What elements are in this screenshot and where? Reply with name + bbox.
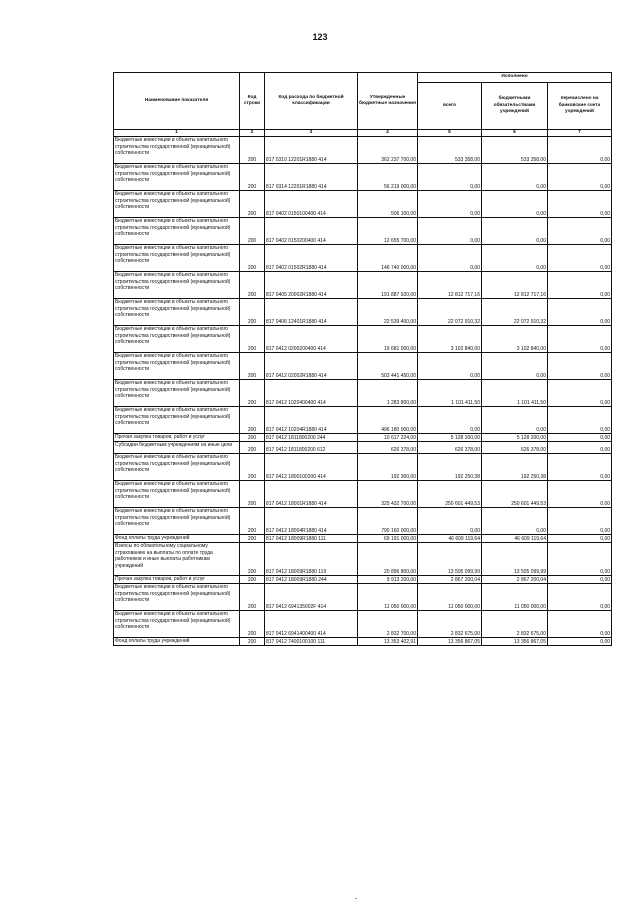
row-line-code: 200 — [240, 508, 265, 535]
row-line-code: 200 — [240, 407, 265, 434]
row-total: 12 812 717,16 — [418, 272, 482, 299]
row-classification: 817 0412 6941400400 414 — [265, 611, 358, 638]
row-transferred: 0,00 — [548, 638, 612, 646]
row-budget-institutions: 0,00 — [482, 164, 548, 191]
table-row — [114, 218, 612, 245]
row-budget-institutions: 11 050 000,00 — [482, 584, 548, 611]
row-transferred: 0,00 — [548, 272, 612, 299]
row-transferred: 0,00 — [548, 481, 612, 508]
row-transferred: 0,00 — [548, 218, 612, 245]
row-name: Бюджетные инвестиции в объекты капитального строительства государственной (муниципальной) собственности — [114, 299, 240, 326]
row-name: Бюджетные инвестиции в объекты капитального строительства государственной (муниципальной) собственности — [114, 164, 240, 191]
row-line-code: 200 — [240, 543, 265, 576]
row-approved: 12 655 700,00 — [358, 218, 418, 245]
row-line-code: 200 — [240, 481, 265, 508]
row-classification: 817 0412 18001R1880 414 — [265, 481, 358, 508]
row-budget-institutions: 0,00 — [482, 191, 548, 218]
table-body — [114, 137, 612, 646]
row-approved: 626 378,00 — [358, 442, 418, 454]
row-transferred: 0,00 — [548, 508, 612, 535]
row-transferred: 0,00 — [548, 353, 612, 380]
row-total: 13 356 867,05 — [418, 638, 482, 646]
row-transferred: 0,00 — [548, 299, 612, 326]
row-approved: 496 180 000,00 — [358, 407, 418, 434]
row-budget-institutions: 13 356 867,05 — [482, 638, 548, 646]
row-classification: 817 0412 18009R1880 244 — [265, 576, 358, 584]
row-classification: 817 0412 10204R1880 414 — [265, 407, 358, 434]
row-budget-institutions: 0,00 — [482, 508, 548, 535]
header-approved: Утвержденные бюджетные назначения — [358, 73, 418, 130]
row-classification: 817 0412 02002R1880 414 — [265, 353, 358, 380]
row-budget-institutions: 5 128 200,00 — [482, 434, 548, 442]
row-classification: 817 0412 18009R1880 119 — [265, 543, 358, 576]
row-approved: 362 237 700,00 — [358, 137, 418, 164]
table-row — [114, 508, 612, 535]
row-line-code: 200 — [240, 191, 265, 218]
row-classification: 817 0412 1800100200 414 — [265, 454, 358, 481]
row-budget-institutions: 1 101 411,50 — [482, 380, 548, 407]
row-name: Бюджетные инвестиции в объекты капитального строительства государственной (муниципальной) собственности — [114, 218, 240, 245]
table-row — [114, 272, 612, 299]
row-line-code: 200 — [240, 535, 265, 543]
row-classification: 817 0412 1020400400 414 — [265, 380, 358, 407]
row-transferred: 0,00 — [548, 380, 612, 407]
row-name: Бюджетные инвестиции в объекты капитального строительства государственной (муниципальной) собственности — [114, 481, 240, 508]
row-total: 0,00 — [418, 353, 482, 380]
table-row — [114, 584, 612, 611]
row-transferred: 0,00 — [548, 164, 612, 191]
table-row — [114, 535, 612, 543]
row-line-code: 200 — [240, 454, 265, 481]
row-budget-institutions: 192 250,38 — [482, 454, 548, 481]
row-approved: 56 219 000,00 — [358, 164, 418, 191]
table-row — [114, 442, 612, 454]
row-name: Фонд оплаты труда учреждений — [114, 535, 240, 543]
row-transferred: 0,00 — [548, 434, 612, 442]
table-row — [114, 299, 612, 326]
row-budget-institutions: 46 609 119,64 — [482, 535, 548, 543]
row-approved: 790 160 000,00 — [358, 508, 418, 535]
header-transferred: перечислено на банковские счета учреждений — [548, 83, 612, 130]
row-name: Прочая закупка товаров, работ и услуг — [114, 576, 240, 584]
row-approved: 20 896 800,00 — [358, 543, 418, 576]
row-classification: 817 0406 12401R1880 414 — [265, 299, 358, 326]
row-approved: 325 432 700,00 — [358, 481, 418, 508]
row-classification: 817 0314 12201R1880 414 — [265, 164, 358, 191]
row-transferred: 0,00 — [548, 407, 612, 434]
row-total: 13 505 099,99 — [418, 543, 482, 576]
row-budget-institutions: 626 378,00 — [482, 442, 548, 454]
row-line-code: 200 — [240, 272, 265, 299]
row-name: Бюджетные инвестиции в объекты капитального строительства государственной (муниципальной) собственности — [114, 245, 240, 272]
row-line-code: 200 — [240, 164, 265, 191]
row-classification: 817 0402 0150100400 414 — [265, 191, 358, 218]
row-total: 0,00 — [418, 164, 482, 191]
row-approved: 22 539 400,00 — [358, 299, 418, 326]
row-name: Бюджетные инвестиции в объекты капитального строительства государственной (муниципальной) собственности — [114, 353, 240, 380]
row-name: Субсидии бюджетным учреждениям на иные цели — [114, 442, 240, 454]
row-budget-institutions: 0,00 — [482, 353, 548, 380]
row-classification: 817 0402 01502R1880 414 — [265, 245, 358, 272]
row-transferred: 0,00 — [548, 326, 612, 353]
column-number: 6 — [482, 130, 548, 137]
table-row — [114, 380, 612, 407]
row-classification: 817 0412 1811800200 612 — [265, 442, 358, 454]
row-transferred: 0,00 — [548, 584, 612, 611]
row-approved: 192 300,00 — [358, 454, 418, 481]
row-transferred: 0,00 — [548, 191, 612, 218]
row-line-code: 200 — [240, 638, 265, 646]
row-name: Прочая закупка товаров, работ и услуг — [114, 434, 240, 442]
table-row — [114, 245, 612, 272]
row-classification: 817 0412 18004R1880 414 — [265, 508, 358, 535]
table-row — [114, 137, 612, 164]
row-name: Бюджетные инвестиции в объекты капитального строительства государственной (муниципальной) собственности — [114, 326, 240, 353]
row-budget-institutions: 12 812 717,16 — [482, 272, 548, 299]
row-total: 0,00 — [418, 508, 482, 535]
row-line-code: 200 — [240, 245, 265, 272]
row-approved: 13 353 402,91 — [358, 638, 418, 646]
row-line-code: 200 — [240, 380, 265, 407]
column-number: 5 — [418, 130, 482, 137]
header-budget-institutions: бюджетными обязательствами учреждений — [482, 83, 548, 130]
row-total: 1 101 411,50 — [418, 380, 482, 407]
row-budget-institutions: 0,00 — [482, 218, 548, 245]
row-total: 533 358,00 — [418, 137, 482, 164]
expense-table — [113, 72, 612, 646]
table-row — [114, 326, 612, 353]
row-line-code: 200 — [240, 299, 265, 326]
row-transferred: 0,00 — [548, 442, 612, 454]
table-row — [114, 611, 612, 638]
row-classification: 817 0402 0150200400 414 — [265, 218, 358, 245]
header-line-code: Код строки — [240, 73, 265, 130]
table-row — [114, 353, 612, 380]
row-total: 0,00 — [418, 218, 482, 245]
row-classification: 817 0412 0200200400 414 — [265, 326, 358, 353]
row-total: 11 050 000,00 — [418, 584, 482, 611]
scan-mark — [355, 898, 357, 899]
row-approved: 11 050 000,00 — [358, 584, 418, 611]
row-approved: 9 913 200,00 — [358, 576, 418, 584]
table-row — [114, 164, 612, 191]
row-line-code: 200 — [240, 611, 265, 638]
column-number: 4 — [358, 130, 418, 137]
row-budget-institutions: 250 601 449,53 — [482, 481, 548, 508]
table-row — [114, 407, 612, 434]
row-approved: 2 832 700,00 — [358, 611, 418, 638]
row-transferred: 0,00 — [548, 137, 612, 164]
row-approved: 506 100,00 — [358, 191, 418, 218]
row-transferred: 0,00 — [548, 576, 612, 584]
row-budget-institutions: 2 867 200,04 — [482, 576, 548, 584]
row-total: 0,00 — [418, 245, 482, 272]
row-classification: 817 0412 7400100100 111 — [265, 638, 358, 646]
row-line-code: 200 — [240, 218, 265, 245]
row-approved: 146 740 000,00 — [358, 245, 418, 272]
row-name: Фонд оплаты труда учреждений — [114, 638, 240, 646]
row-name: Бюджетные инвестиции в объекты капитального строительства государственной (муниципальной) собственности — [114, 454, 240, 481]
row-total: 2 832 675,00 — [418, 611, 482, 638]
row-total: 250 601 449,53 — [418, 481, 482, 508]
column-number: 7 — [548, 130, 612, 137]
row-name: Бюджетные инвестиции в объекты капитального строительства государственной (муниципальной) собственности — [114, 272, 240, 299]
table-row — [114, 481, 612, 508]
row-total: 192 250,38 — [418, 454, 482, 481]
row-line-code: 200 — [240, 434, 265, 442]
row-line-code: 200 — [240, 353, 265, 380]
row-transferred: 0,00 — [548, 245, 612, 272]
row-name: Бюджетные инвестиции в объекты капитального строительства государственной (муниципальной) собственности — [114, 584, 240, 611]
row-name: Взносы по обязательному социальному страхованию на выплаты по оплате труда работников и иные выплаты работникам учреждений — [114, 543, 240, 576]
header-classification: Код расхода по бюджетной классификации — [265, 73, 358, 130]
row-total: 46 609 119,64 — [418, 535, 482, 543]
row-transferred: 0,00 — [548, 543, 612, 576]
table-row — [114, 543, 612, 576]
row-transferred: 0,00 — [548, 454, 612, 481]
row-approved: 191 887 920,00 — [358, 272, 418, 299]
row-line-code: 200 — [240, 137, 265, 164]
row-name: Бюджетные инвестиции в объекты капитального строительства государственной (муниципальной) собственности — [114, 407, 240, 434]
row-line-code: 200 — [240, 576, 265, 584]
header-name: Наименование показателя — [114, 73, 240, 130]
row-approved: 1 283 800,00 — [358, 380, 418, 407]
row-total: 626 378,00 — [418, 442, 482, 454]
row-total: 0,00 — [418, 407, 482, 434]
row-line-code: 200 — [240, 442, 265, 454]
row-classification: 817 0412 1811800200 244 — [265, 434, 358, 442]
row-classification: 817 0412 18009R1880 111 — [265, 535, 358, 543]
row-approved: 19 681 000,00 — [358, 326, 418, 353]
column-number: 2 — [240, 130, 265, 137]
row-approved: 10 617 224,00 — [358, 434, 418, 442]
row-classification: 817 0310 12201R1880 414 — [265, 137, 358, 164]
row-name: Бюджетные инвестиции в объекты капитального строительства государственной (муниципальной) собственности — [114, 611, 240, 638]
row-budget-institutions: 13 505 099,99 — [482, 543, 548, 576]
page-number: 123 — [312, 32, 328, 42]
header-execution: Исполнено — [418, 73, 612, 83]
row-name: Бюджетные инвестиции в объекты капитального строительства государственной (муниципальной) собственности — [114, 508, 240, 535]
row-total: 22 072 910,32 — [418, 299, 482, 326]
row-budget-institutions: 533 358,00 — [482, 137, 548, 164]
row-budget-institutions: 3 102 840,00 — [482, 326, 548, 353]
row-transferred: 0,00 — [548, 611, 612, 638]
row-budget-institutions: 0,00 — [482, 407, 548, 434]
column-number: 3 — [265, 130, 358, 137]
row-total: 5 128 200,00 — [418, 434, 482, 442]
row-name: Бюджетные инвестиции в объекты капитального строительства государственной (муниципальной) собственности — [114, 137, 240, 164]
table-row — [114, 434, 612, 442]
table-row — [114, 191, 612, 218]
row-approved: 69 191 000,00 — [358, 535, 418, 543]
row-classification: 817 0405 20002R1880 414 — [265, 272, 358, 299]
row-approved: 503 441 450,00 — [358, 353, 418, 380]
row-name: Бюджетные инвестиции в объекты капитального строительства государственной (муниципальной) собственности — [114, 191, 240, 218]
row-total: 3 102 840,00 — [418, 326, 482, 353]
row-total: 2 867 200,04 — [418, 576, 482, 584]
header-total: всего — [418, 83, 482, 130]
row-line-code: 200 — [240, 326, 265, 353]
table-row — [114, 576, 612, 584]
row-total: 0,00 — [418, 191, 482, 218]
row-budget-institutions: 0,00 — [482, 245, 548, 272]
row-transferred: 0,00 — [548, 535, 612, 543]
row-name: Бюджетные инвестиции в объекты капитального строительства государственной (муниципальной) собственности — [114, 380, 240, 407]
table-row — [114, 638, 612, 646]
table-row — [114, 454, 612, 481]
row-line-code: 200 — [240, 584, 265, 611]
row-budget-institutions: 22 072 910,32 — [482, 299, 548, 326]
row-classification: 817 0412 694135002F 414 — [265, 584, 358, 611]
column-number: 1 — [114, 130, 240, 137]
row-budget-institutions: 2 832 675,00 — [482, 611, 548, 638]
